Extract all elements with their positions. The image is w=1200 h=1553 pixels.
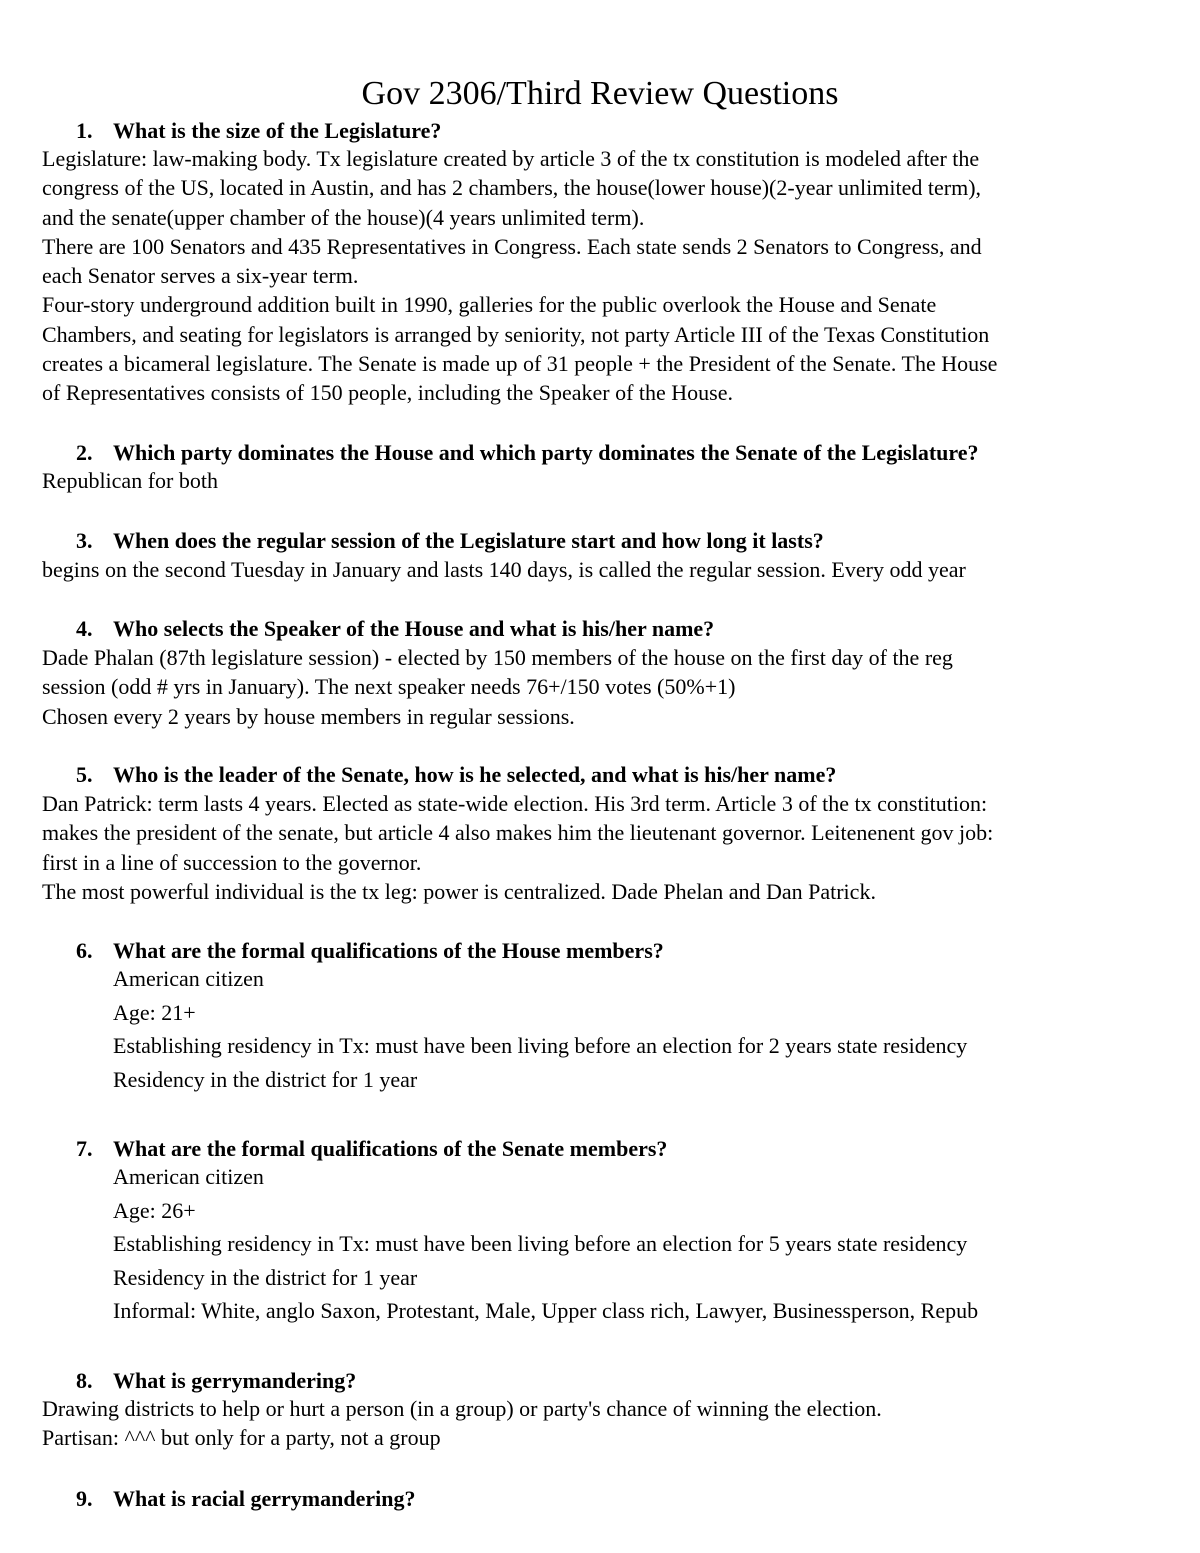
question-number: 7. bbox=[76, 1136, 93, 1161]
question-text: What are the formal qualifications of the Senate members? bbox=[113, 1136, 668, 1161]
question-2-heading bbox=[76, 438, 979, 467]
question-number: 9. bbox=[76, 1486, 93, 1511]
question-number: 8. bbox=[76, 1368, 93, 1393]
question-number: 2. bbox=[76, 440, 93, 465]
answer-line: Residency in the district for 1 year bbox=[113, 1264, 418, 1290]
answer-line: Legislature: law-making body. Tx legislature created by article 3 of the tx constitution is modeled after the bbox=[42, 146, 980, 171]
question-text: Who selects the Speaker of the House and what is his/her name? bbox=[113, 616, 715, 641]
question-number: 5. bbox=[76, 762, 93, 787]
question-text: What is racial gerrymandering? bbox=[113, 1486, 416, 1511]
question-3-heading bbox=[76, 526, 824, 555]
answer-line: Age: 21+ bbox=[113, 999, 196, 1025]
question-2-answer bbox=[42, 466, 1172, 495]
question-1-heading bbox=[76, 116, 441, 145]
answer-line: makes the president of the senate, but article 4 also makes him the lieutenant governor. Leitenenent gov job: bbox=[42, 820, 994, 846]
document-title: Gov 2306/Third Review Questions bbox=[361, 75, 839, 112]
answer-line: The most powerful individual is the tx leg: power is centralized. Dade Phelan and Dan Patrick. bbox=[42, 878, 876, 904]
answer-line: Age: 26+ bbox=[113, 1197, 196, 1223]
question-text: What is the size of the Legislature? bbox=[113, 118, 442, 143]
question-3-answer bbox=[42, 555, 1172, 584]
question-6-answer bbox=[113, 962, 967, 1096]
question-7-heading bbox=[76, 1134, 667, 1163]
answer-line: Four-story underground addition built in 1990, galleries for the public overlook the House and Senate bbox=[42, 292, 937, 318]
question-7-answer bbox=[113, 1160, 978, 1328]
question-text: Which party dominates the House and which party dominates the Senate of the Legislature? bbox=[113, 440, 979, 465]
question-5-heading bbox=[76, 760, 836, 789]
question-text: When does the regular session of the Legislature start and how long it lasts? bbox=[113, 528, 824, 553]
answer-line: of Representatives consists of 150 people, including the Speaker of the House. bbox=[42, 380, 734, 406]
answer-line: Republican for both bbox=[42, 468, 218, 493]
answer-line: American citizen bbox=[113, 966, 264, 991]
answer-line: Dan Patrick: term lasts 4 years. Elected as state-wide election. His 3rd term. Article 3 of the tx constitution: bbox=[42, 791, 988, 816]
answer-line: and the senate(upper chamber of the house)(4 years unlimited term). bbox=[42, 204, 645, 230]
question-8-answer bbox=[42, 1394, 1172, 1453]
question-number: 3. bbox=[76, 528, 93, 553]
answer-line: Dade Phalan (87th legislature session) - elected by 150 members of the house on the first day of the reg bbox=[42, 645, 953, 670]
answer-line: Informal: White, anglo Saxon, Protestant, Male, Upper class rich, Lawyer, Businessperson, Repub bbox=[113, 1298, 979, 1323]
answer-line: Establishing residency in Tx: must have been living before an election for 5 years state residency bbox=[113, 1231, 968, 1256]
question-text: What is gerrymandering? bbox=[113, 1368, 357, 1393]
answer-line: each Senator serves a six-year term. bbox=[42, 263, 359, 289]
question-5-answer bbox=[42, 789, 1172, 906]
answer-line: Establishing residency in Tx: must have been living before an election for 2 years state residency bbox=[113, 1033, 968, 1058]
question-text: What are the formal qualifications of the House members? bbox=[113, 938, 664, 963]
answer-line: first in a line of succession to the governor. bbox=[42, 849, 422, 875]
answer-line: creates a bicameral legislature. The Senate is made up of 31 people + the President of the Senate. The House bbox=[42, 351, 998, 377]
answer-line: congress of the US, located in Austin, and has 2 chambers, the house(lower house)(2-year unlimited term), bbox=[42, 175, 982, 201]
question-number: 4. bbox=[76, 616, 93, 641]
answer-line: Drawing districts to help or hurt a person (in a group) or party's chance of winning the election. bbox=[42, 1396, 882, 1421]
question-number: 6. bbox=[76, 938, 93, 963]
question-9-heading bbox=[76, 1484, 415, 1513]
answer-line: Residency in the district for 1 year bbox=[113, 1066, 418, 1092]
question-number: 1. bbox=[76, 118, 93, 143]
question-6-heading bbox=[76, 936, 664, 965]
answer-line: Chosen every 2 years by house members in regular sessions. bbox=[42, 703, 575, 729]
question-4-heading bbox=[76, 614, 714, 643]
question-text: Who is the leader of the Senate, how is he selected, and what is his/her name? bbox=[113, 762, 837, 787]
answer-line: Partisan: ^^^ but only for a party, not a group bbox=[42, 1425, 441, 1451]
question-1-answer bbox=[42, 144, 1172, 408]
answer-line: begins on the second Tuesday in January and lasts 140 days, is called the regular session. Every odd year bbox=[42, 557, 966, 582]
answer-line: session (odd # yrs in January). The next speaker needs 76+/150 votes (50%+1) bbox=[42, 674, 736, 700]
answer-line: Chambers, and seating for legislators is arranged by seniority, not party Article III of the Texas Constitution bbox=[42, 321, 990, 347]
answer-line: American citizen bbox=[113, 1164, 264, 1189]
question-8-heading bbox=[76, 1366, 356, 1395]
question-4-answer bbox=[42, 643, 1172, 731]
answer-line: There are 100 Senators and 435 Representatives in Congress. Each state sends 2 Senators to Congress, and bbox=[42, 233, 982, 259]
